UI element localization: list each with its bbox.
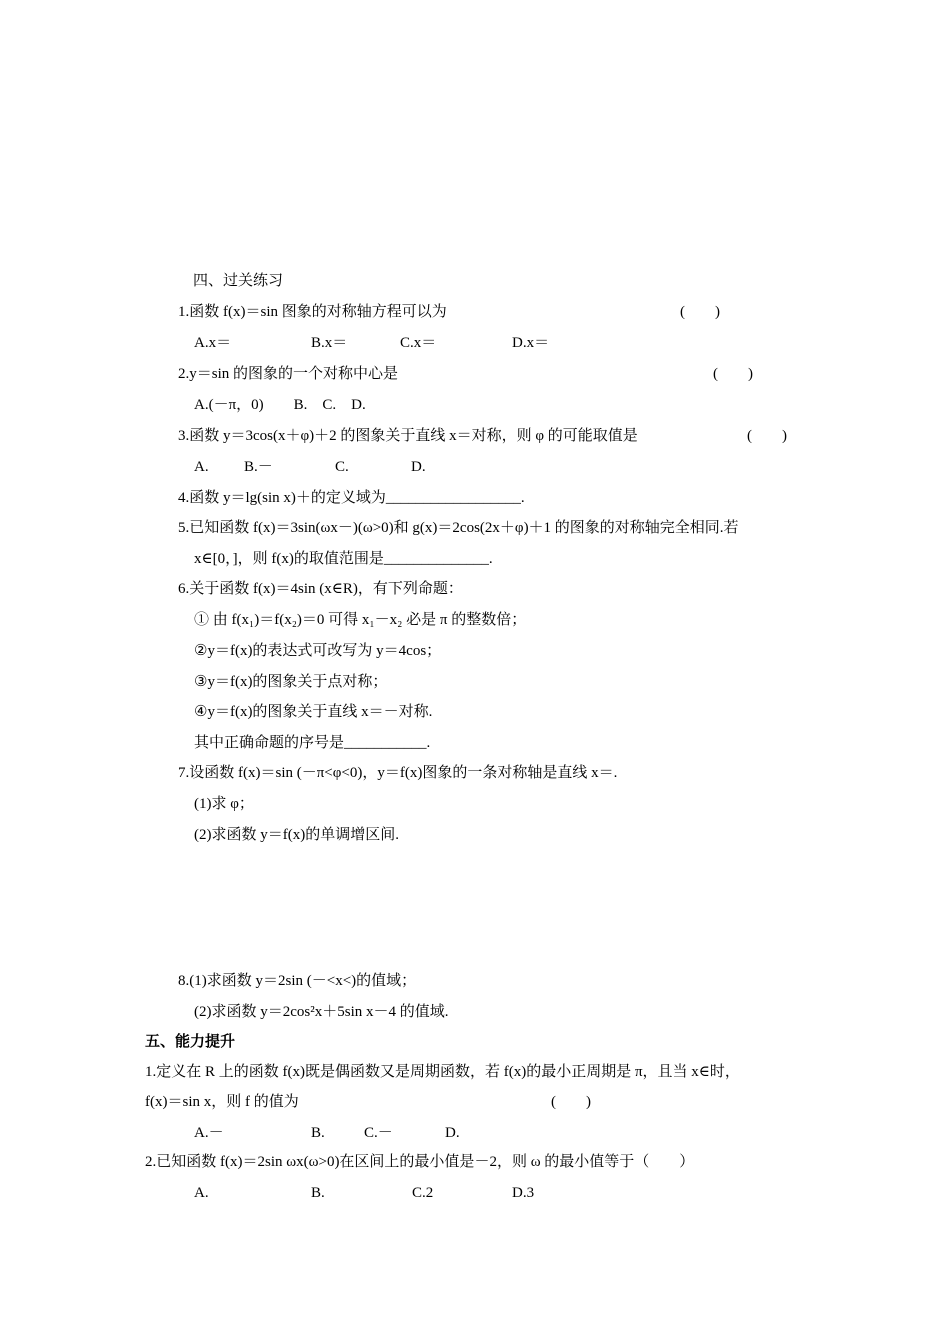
section5-heading: 五、能力提升 [145,1034,236,1050]
q1-stem: 1.函数 f(x)＝sin 图象的对称轴方程可以为 [178,304,447,320]
q6-proposition-4: ④y＝f(x)的图象关于直线 x＝－对称. [194,704,433,720]
q2-stem: 2.y＝sin 的图象的一个对称中心是 [178,366,399,382]
q1-option-b: B.x＝ [311,335,348,351]
s5-q2-option-d: D.3 [512,1185,535,1201]
q3-option-d: D. [411,459,426,475]
q3-option-b: B.－ [244,459,273,475]
q1-option-c: C.x＝ [400,335,437,351]
q8-sub2: (2)求函数 y＝2cos²x＋5sin x－4 的值域. [194,1004,449,1020]
s5-q2-option-a: A. [194,1185,209,1201]
s5-q1-line2: f(x)＝sin x，则 f 的值为 [145,1094,299,1110]
q8-sub1: 8.(1)求函数 y＝2sin (－<x<)的值域； [178,973,417,989]
s5-q1-line1: 1.定义在 R 上的函数 f(x)既是偶函数又是周期函数，若 f(x)的最小正周期是 π，且当 x∈时， [145,1064,740,1080]
q3-stem: 3.函数 y＝3cos(x＋φ)＋2 的图象关于直线 x＝对称，则 φ 的可能取值是 [178,428,638,444]
q4-text: 4.函数 y＝lg(sin x)＋的定义域为__________________. [178,490,525,506]
s5-q1-option-d: D. [445,1125,460,1141]
q7-stem: 7.设函数 f(x)＝sin (－π<φ<0)，y＝f(x)图象的一条对称轴是直线 x＝. [178,765,618,781]
q1-option-a: A.x＝ [194,335,232,351]
s5-q1-option-c: C.－ [364,1125,393,1141]
q7-sub2: (2)求函数 y＝f(x)的单调增区间. [194,827,399,843]
s5-q1-option-a: A.－ [194,1125,224,1141]
q6-stem: 6.关于函数 f(x)＝4sin (x∈R)，有下列命题： [178,581,463,597]
s5-q2-option-c: C.2 [412,1185,434,1201]
q6-proposition-2: ②y＝f(x)的表达式可改写为 y＝4cos； [194,643,442,659]
q7-sub1: (1)求 φ； [194,796,254,812]
s5-q2-stem: 2.已知函数 f(x)＝2sin ωx(ω>0)在区间上的最小值是－2，则 ω 的最小值等于（ ） [145,1154,695,1170]
q2-options: A.(－π，0) B. C. D. [194,397,366,413]
q5-line1: 5.已知函数 f(x)＝3sin(ωx－)(ω>0)和 g(x)＝2cos(2x＋φ)＋1 的图象的对称轴完全相同.若 [178,520,739,536]
q6-proposition-3: ③y＝f(x)的图象关于点对称； [194,674,388,690]
section4-heading: 四、过关练习 [193,273,284,289]
s5-q2-option-b: B. [311,1185,325,1201]
q3-option-a: A. [194,459,209,475]
q5-line2: x∈[0，]，则 f(x)的取值范围是______________. [194,551,493,567]
q1-answer-paren: ( ) [680,304,720,320]
q3-option-c: C. [335,459,349,475]
s5-q1-answer-paren: ( ) [551,1094,591,1110]
q6-proposition-1: ① 由 f(x₁)＝f(x₂)＝0 可得 x₁－x₂ 必是 π 的整数倍； [194,612,527,628]
q2-answer-paren: ( ) [713,366,753,382]
q3-answer-paren: ( ) [747,428,787,444]
q6-ask: 其中正确命题的序号是___________. [194,735,431,751]
q1-option-d: D.x＝ [512,335,550,351]
s5-q1-option-b: B. [311,1125,325,1141]
